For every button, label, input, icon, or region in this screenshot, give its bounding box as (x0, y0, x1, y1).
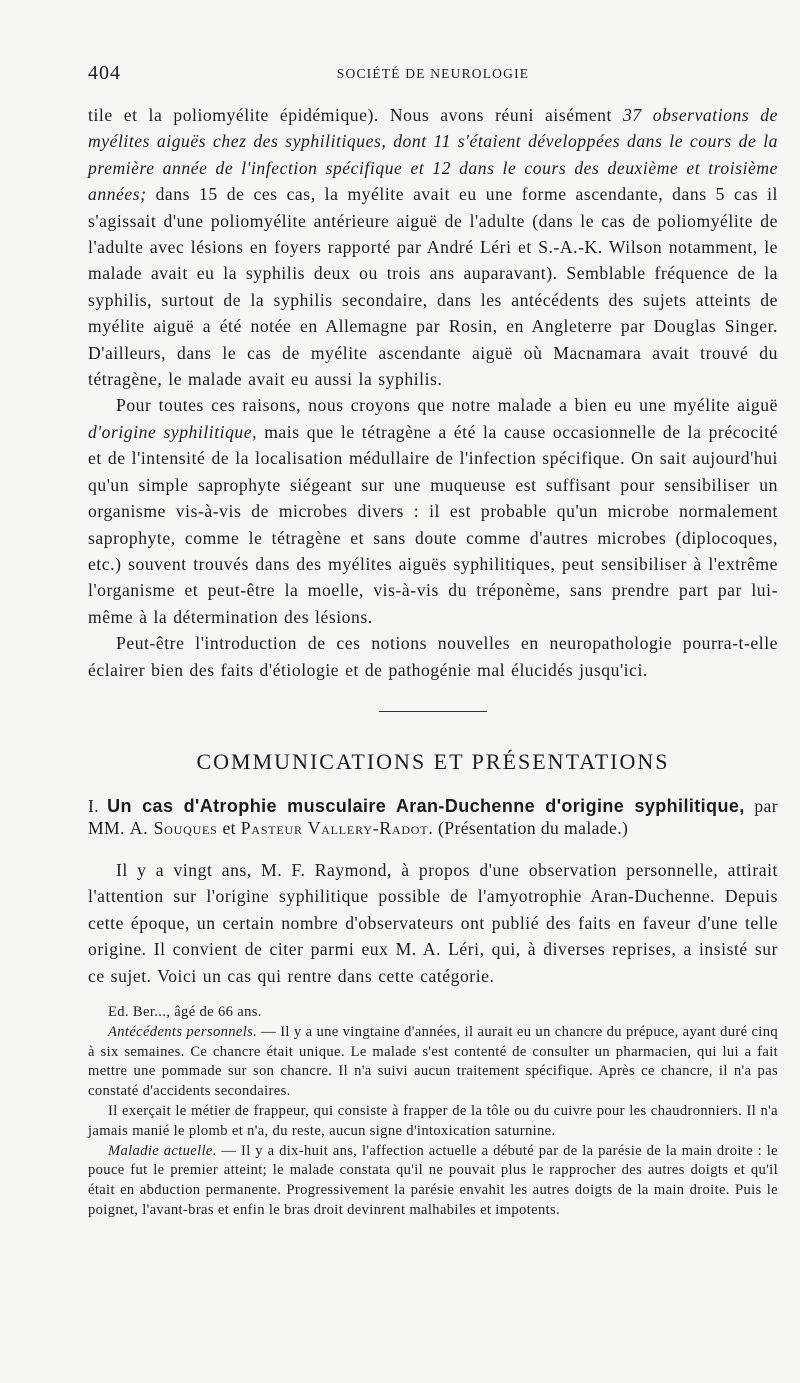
observation (88, 1003, 778, 1221)
article-title-par: par MM. (88, 795, 779, 838)
author-2: Pasteur Vallery-Radot (240, 817, 429, 838)
maladie-label: Maladie actuelle. (108, 1142, 217, 1159)
article-title-et: et (217, 817, 241, 838)
paragraph-1-italic: 37 observations de myélites aiguës chez des syphilitiques, dont 11 s'étaient développées dans le cours de la première année de l'infection spécifique et 12 dans le cours des deuxième et troisième années; (88, 105, 778, 205)
article-title-end: . (Présentation du malade.) (428, 817, 629, 838)
article-intro (88, 857, 778, 989)
observation-patient: Ed. Ber..., âgé de 66 ans. (108, 1003, 262, 1020)
running-head: SOCIÉTÉ DE NEUROLOGIE (336, 66, 530, 81)
paragraph-3: Peut-être l'introduction de ces notions nouvelles en neuropathologie pourra-t-elle éclairer bien des faits d'étiologie et de pathogénie mal élucidés jusqu'ici. (88, 633, 778, 680)
paragraph-2 (88, 392, 778, 630)
article-title (88, 795, 778, 839)
page-header (88, 58, 778, 88)
paragraph-2-italic: d'origine syphilitique, (88, 421, 258, 442)
observation-maladie (88, 1142, 778, 1221)
antecedents-text: — Il y a une vingtaine d'années, il aurait eu un chancre du prépuce, ayant duré cinq à six semaines. Ce chancre était unique. Le malade s'est contenté de consulter un pharmacien, qui lui a fait mettre une pommade sur son chancre. Il n'a suivi aucun traitement spécifique. Après ce chancre, il n'a pas constaté d'accidents secondaires. (88, 1023, 779, 1100)
paragraph-2-start: Pour toutes ces raisons, nous croyons que notre malade a bien eu une myélite aiguë (116, 395, 778, 416)
paragraph-1-start: tile et la poliomyélite épidémique). Nous avons réuni aisément (88, 105, 623, 125)
article-number: I. (88, 795, 100, 816)
author-1: A. Souques (129, 817, 218, 838)
antecedents-label: Antécédents personnels. (108, 1023, 258, 1040)
main-text (88, 102, 778, 683)
observation-metier: Il exerçait le métier de frappeur, qui consiste à frapper de la tôle ou du cuivre pour les chaudronniers. Il n'a jamais manié le plomb et n'a, du reste, aucun signe d'intoxication saturnine. (88, 1102, 778, 1139)
section-heading: COMMUNICATIONS ET PRÉSENTATIONS (196, 748, 670, 774)
article (88, 795, 778, 1221)
book-page (88, 58, 778, 1221)
maladie-text: — Il y a dix-huit ans, l'affection actuelle a débuté par de la parésie de la main droite : le pouce fut le premier atteint; le malade constata qu'il ne pouvait plus le rapprocher des autres doigts et qu'il était en abduction permanente. Progressivement la parésie envahit les autres doigts de la main droite. Puis le poignet, l'avant-bras et enfin le bras droit devinrent malhabiles et impotents. (88, 1142, 778, 1218)
paragraph-2-end: mais que le tétragène a été la cause occasionnelle de la précocité et de l'intensité de la localisation médullaire de l'infection spécifique. On sait aujourd'hui qu'un simple saprophyte siégeant sur une muqueuse est suffisant pour sensibiliser un organisme vis-à-vis de microbes divers : il est probable qu'un microbe normalement saprophyte, comme le tétragène et sans doute comme d'autres microbes (diplocoques, etc.) souvent trouvés dans des myélites aiguës syphilitiques, peut sensibiliser à l'extrême l'organisme et peut-être la moelle, vis-à-vis du tréponème, sans prendre part par lui-même à la détermination des lésions. (88, 421, 779, 627)
observation-antecedents (88, 1023, 778, 1102)
paragraph-1 (88, 102, 778, 392)
article-title-bold: Un cas d'Atrophie musculaire Aran-Duchenne d'origine syphilitique, (107, 795, 745, 816)
section-divider (379, 711, 487, 712)
article-intro-paragraph: Il y a vingt ans, M. F. Raymond, à propos d'une observation personnelle, attirait l'attention sur l'origine syphilitique possible de l'amyotrophie Aran-Duchenne. Depuis cette époque, un certain nombre d'observateurs ont publié des faits en faveur d'une telle origine. Il convient de citer parmi eux M. A. Léri, qui, à diverses reprises, a insisté sur ce sujet. Voici un cas qui rentre dans cette catégorie. (88, 859, 778, 986)
page-number: 404 (88, 62, 121, 84)
paragraph-1-end: dans 15 de ces cas, la myélite avait eu une forme ascendante, dans 5 cas il s'agissait d'une poliomyélite antérieure aiguë de l'adulte (dans le cas de poliomyélite de l'adulte avec lésions en foyers rapporté par André Léri et S.-A.-K. Wilson notamment, le malade avait eu la syphilis deux ou trois ans auparavant). Semblable fréquence de la syphilis, surtout de la syphilis secondaire, dans les antécédents des sujets atteints de myélite aiguë a été notée en Allemagne par Rosin, en Angleterre par Douglas Singer. D'ailleurs, dans le cas de myélite ascendante aiguë où Macnamara avait trouvé du tétragène, le malade avait eu aussi la syphilis. (88, 184, 778, 390)
